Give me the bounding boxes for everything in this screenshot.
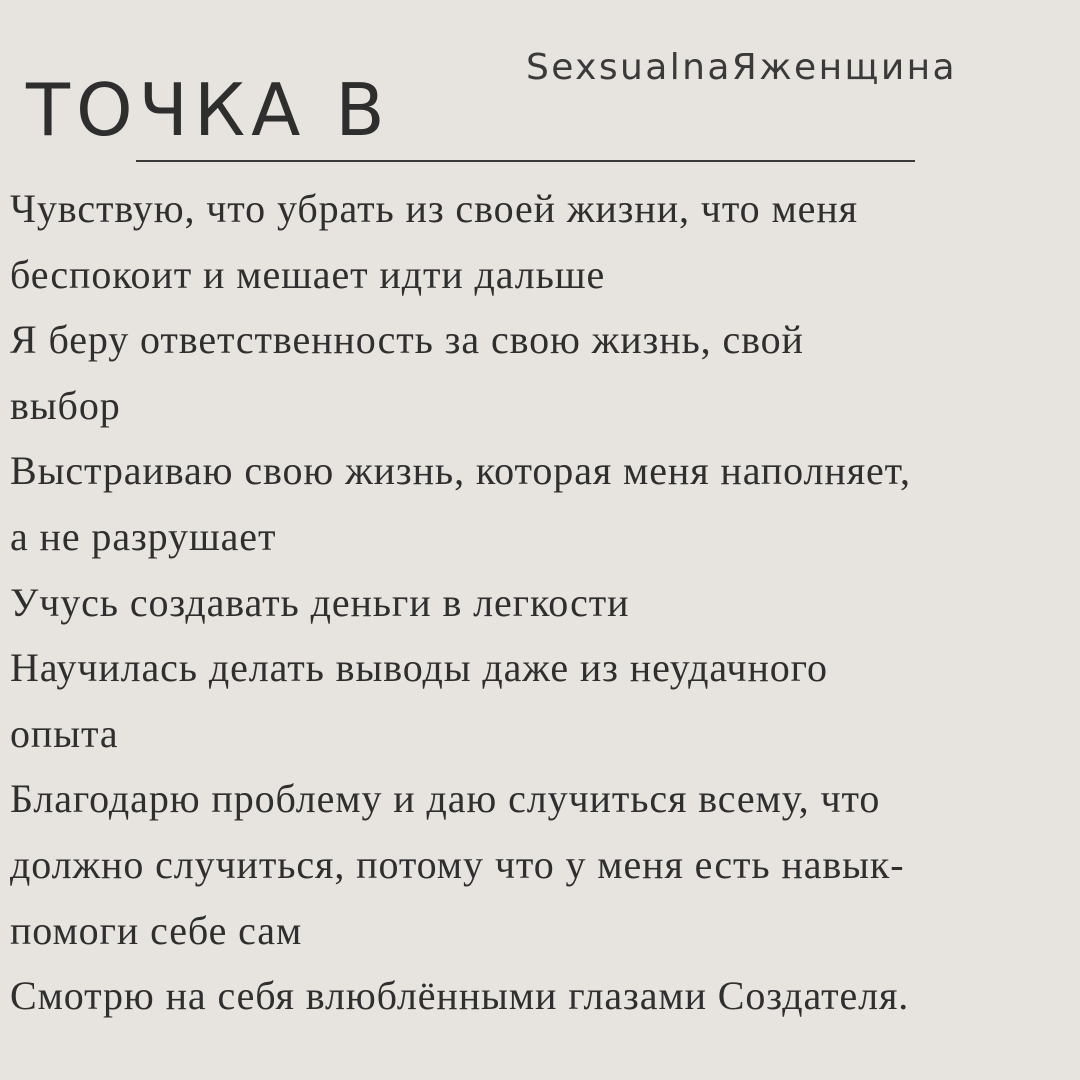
text-line: Я беру ответственность за свою жизнь, свой — [10, 317, 804, 363]
text-line: беспокоит и мешает идти дальше — [10, 251, 606, 297]
text-line: Благодарю проблему и даю случиться всему, что — [10, 776, 881, 822]
brand-handle: SexsualnaЯженщина — [526, 47, 958, 88]
text-line: Выстраиваю свою жизнь, которая меня наполняет, — [10, 448, 911, 494]
text-line: Смотрю на себя влюблёнными глазами Создателя. — [10, 973, 910, 1019]
text-line: а не разрушает — [10, 513, 277, 559]
text-line: выбор — [10, 382, 121, 428]
text-line: должно случиться, потому что у меня есть навык- — [10, 841, 905, 887]
title-divider — [136, 160, 915, 162]
text-line: помоги себе сам — [10, 907, 303, 953]
text-line: Учусь создавать деньги в легкости — [10, 579, 630, 625]
text-line: Чувствую, что убрать из своей жизни, что меня — [10, 186, 858, 231]
text-line: Научилась делать выводы даже из неудачного — [10, 645, 828, 691]
affirmation-list — [10, 176, 1075, 1029]
text-line: опыта — [10, 710, 119, 756]
page-title: ТОЧКА В — [26, 68, 391, 152]
